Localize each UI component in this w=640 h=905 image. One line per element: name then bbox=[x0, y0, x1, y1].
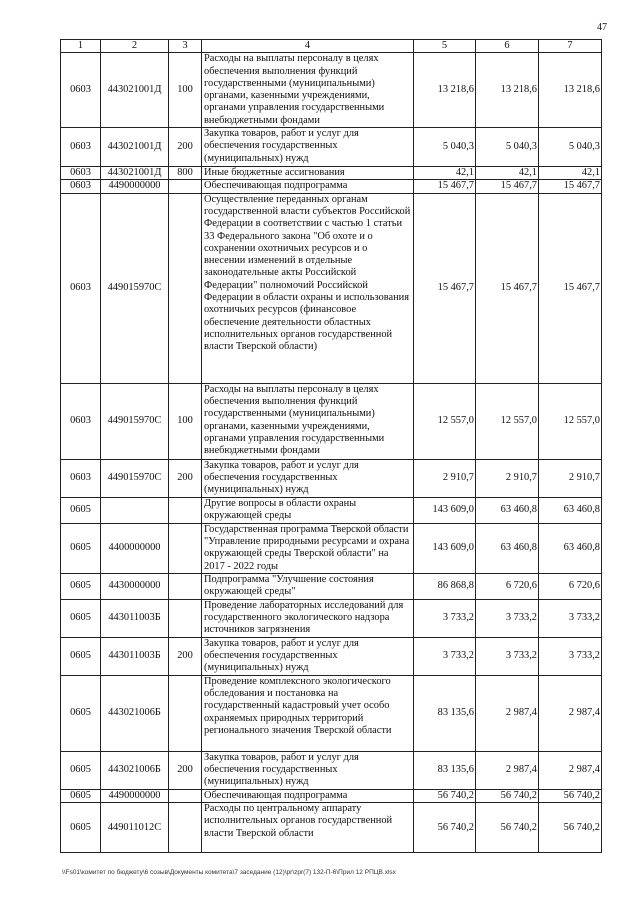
section-code: 0603 bbox=[61, 53, 101, 128]
amount-col-7: 42,1 bbox=[539, 167, 602, 180]
expense-type-code bbox=[169, 789, 202, 802]
target-article-code: 443021001Д bbox=[101, 128, 169, 167]
column-header: 4 bbox=[202, 40, 414, 53]
target-article-code: 4490000000 bbox=[101, 789, 169, 802]
amount-col-6: 56 740,2 bbox=[476, 789, 539, 802]
amount-col-6: 63 460,8 bbox=[476, 523, 539, 573]
amount-col-5: 86 868,8 bbox=[414, 573, 476, 599]
target-article-code: 449015970С bbox=[101, 193, 169, 383]
expense-type-code: 100 bbox=[169, 53, 202, 128]
target-article-code: 4490000000 bbox=[101, 180, 169, 193]
budget-table bbox=[60, 39, 602, 853]
row-description: Расходы на выплаты персоналу в целях обеспечения выполнения функций государственными (муниципальными) органами, казенными учреждениями, органами управления государственными внебюджетными фондами bbox=[202, 53, 414, 128]
amount-col-6: 2 987,4 bbox=[476, 751, 539, 789]
amount-col-5: 143 609,0 bbox=[414, 523, 476, 573]
amount-col-7: 2 987,4 bbox=[539, 675, 602, 751]
section-code: 0605 bbox=[61, 803, 101, 853]
row-description: Закупка товаров, работ и услуг для обеспечения государственных (муниципальных) нужд bbox=[202, 128, 414, 167]
amount-col-7: 15 467,7 bbox=[539, 193, 602, 383]
table-row bbox=[61, 497, 602, 523]
amount-col-5: 3 733,2 bbox=[414, 637, 476, 675]
amount-col-5: 56 740,2 bbox=[414, 789, 476, 802]
amount-col-7: 6 720,6 bbox=[539, 573, 602, 599]
page-number: 47 bbox=[597, 22, 607, 33]
section-code: 0605 bbox=[61, 497, 101, 523]
amount-col-7: 56 740,2 bbox=[539, 803, 602, 853]
section-code: 0605 bbox=[61, 789, 101, 802]
expense-type-code bbox=[169, 497, 202, 523]
target-article-code: 443021001Д bbox=[101, 167, 169, 180]
expense-type-code bbox=[169, 180, 202, 193]
table-row bbox=[61, 53, 602, 128]
file-path-footer: \\Fs01\комитет по бюджету\6 созыв\Документы комитета\7 заседание (12)\pr\zpr(7) 132-П-6\Прил 12 РПЦВ.xlsx bbox=[62, 869, 396, 876]
amount-col-7: 63 460,8 bbox=[539, 497, 602, 523]
table-row bbox=[61, 789, 602, 802]
amount-col-7: 3 733,2 bbox=[539, 599, 602, 637]
amount-col-6: 63 460,8 bbox=[476, 497, 539, 523]
amount-col-6: 42,1 bbox=[476, 167, 539, 180]
amount-col-6: 56 740,2 bbox=[476, 803, 539, 853]
amount-col-5: 83 135,6 bbox=[414, 751, 476, 789]
amount-col-6: 13 218,6 bbox=[476, 53, 539, 128]
section-code: 0605 bbox=[61, 751, 101, 789]
table-row bbox=[61, 751, 602, 789]
amount-col-7: 3 733,2 bbox=[539, 637, 602, 675]
row-description: Другие вопросы в области охраны окружающей среды bbox=[202, 497, 414, 523]
row-description: Подпрограмма "Улучшение состояния окружающей среды" bbox=[202, 573, 414, 599]
row-description: Закупка товаров, работ и услуг для обеспечения государственных (муниципальных) нужд bbox=[202, 751, 414, 789]
table-row bbox=[61, 128, 602, 167]
section-code: 0603 bbox=[61, 128, 101, 167]
amount-col-7: 63 460,8 bbox=[539, 523, 602, 573]
row-description: Проведение комплексного экологического обследования и постановка на государственный кадастровый учет особо охраняемых природных территорий регионального значения Тверской области bbox=[202, 675, 414, 751]
section-code: 0605 bbox=[61, 675, 101, 751]
expense-type-code: 200 bbox=[169, 751, 202, 789]
target-article-code: 443021006Б bbox=[101, 675, 169, 751]
column-header: 6 bbox=[476, 40, 539, 53]
expense-type-code bbox=[169, 599, 202, 637]
target-article-code: 449011012С bbox=[101, 803, 169, 853]
section-code: 0605 bbox=[61, 573, 101, 599]
amount-col-7: 2 910,7 bbox=[539, 459, 602, 497]
row-description: Закупка товаров, работ и услуг для обеспечения государственных (муниципальных) нужд bbox=[202, 459, 414, 497]
amount-col-5: 2 910,7 bbox=[414, 459, 476, 497]
table-row bbox=[61, 573, 602, 599]
section-code: 0605 bbox=[61, 637, 101, 675]
section-code: 0605 bbox=[61, 523, 101, 573]
table-row bbox=[61, 803, 602, 853]
row-description: Иные бюджетные ассигнования bbox=[202, 167, 414, 180]
amount-col-6: 2 987,4 bbox=[476, 675, 539, 751]
expense-type-code: 200 bbox=[169, 637, 202, 675]
section-code: 0603 bbox=[61, 193, 101, 383]
amount-col-5: 13 218,6 bbox=[414, 53, 476, 128]
amount-col-6: 3 733,2 bbox=[476, 637, 539, 675]
column-header: 2 bbox=[101, 40, 169, 53]
amount-col-5: 3 733,2 bbox=[414, 599, 476, 637]
section-code: 0603 bbox=[61, 383, 101, 459]
target-article-code bbox=[101, 497, 169, 523]
target-article-code: 443011003Б bbox=[101, 599, 169, 637]
row-description: Расходы на выплаты персоналу в целях обеспечения выполнения функций государственными (муниципальными) органами, казенными учреждениями, органами управления государственными внебюджетными фондами bbox=[202, 383, 414, 459]
table-row bbox=[61, 180, 602, 193]
row-description: Осуществление переданных органам государственной власти субъектов Российской Федерации в соответствии с частью 1 статьи 33 Федерального закона "Об охоте и о сохранении охотничьих ресурсов и о внесении изменений в отдельные законодательные акты Российской Федерации" полномочий Российской Федерации в области охраны и использования охотничьих ресурсов (финансовое обеспечение деятельности областных исполнительных органов государственной власти Тверской области) bbox=[202, 193, 414, 383]
target-article-code: 4430000000 bbox=[101, 573, 169, 599]
row-description: Государственная программа Тверской области "Управление природными ресурсами и охрана окружающей среды Тверской области" на 2017 - 2022 годы bbox=[202, 523, 414, 573]
row-description: Проведение лабораторных исследований для государственного экологического надзора источников загрязнения bbox=[202, 599, 414, 637]
column-header: 3 bbox=[169, 40, 202, 53]
amount-col-7: 5 040,3 bbox=[539, 128, 602, 167]
table-row bbox=[61, 167, 602, 180]
section-code: 0603 bbox=[61, 167, 101, 180]
expense-type-code: 800 bbox=[169, 167, 202, 180]
table-header-row bbox=[61, 40, 602, 53]
amount-col-7: 15 467,7 bbox=[539, 180, 602, 193]
amount-col-5: 15 467,7 bbox=[414, 193, 476, 383]
amount-col-5: 143 609,0 bbox=[414, 497, 476, 523]
table-row bbox=[61, 675, 602, 751]
table-row bbox=[61, 599, 602, 637]
expense-type-code bbox=[169, 193, 202, 383]
expense-type-code: 200 bbox=[169, 459, 202, 497]
column-header: 7 bbox=[539, 40, 602, 53]
expense-type-code: 200 bbox=[169, 128, 202, 167]
table-row bbox=[61, 193, 602, 383]
table-row bbox=[61, 459, 602, 497]
amount-col-6: 15 467,7 bbox=[476, 193, 539, 383]
amount-col-6: 6 720,6 bbox=[476, 573, 539, 599]
section-code: 0605 bbox=[61, 599, 101, 637]
amount-col-5: 56 740,2 bbox=[414, 803, 476, 853]
amount-col-7: 56 740,2 bbox=[539, 789, 602, 802]
target-article-code: 449015970С bbox=[101, 383, 169, 459]
amount-col-6: 12 557,0 bbox=[476, 383, 539, 459]
amount-col-5: 83 135,6 bbox=[414, 675, 476, 751]
target-article-code: 443021006Б bbox=[101, 751, 169, 789]
row-description: Расходы по центральному аппарату исполнительных органов государственной власти Тверской области bbox=[202, 803, 414, 853]
table-row bbox=[61, 523, 602, 573]
target-article-code: 443011003Б bbox=[101, 637, 169, 675]
expense-type-code bbox=[169, 523, 202, 573]
target-article-code: 4400000000 bbox=[101, 523, 169, 573]
amount-col-7: 12 557,0 bbox=[539, 383, 602, 459]
amount-col-6: 5 040,3 bbox=[476, 128, 539, 167]
amount-col-6: 3 733,2 bbox=[476, 599, 539, 637]
amount-col-5: 15 467,7 bbox=[414, 180, 476, 193]
target-article-code: 449015970С bbox=[101, 459, 169, 497]
table-row bbox=[61, 637, 602, 675]
row-description: Обеспечивающая подпрограмма bbox=[202, 180, 414, 193]
target-article-code: 443021001Д bbox=[101, 53, 169, 128]
amount-col-5: 42,1 bbox=[414, 167, 476, 180]
table-row bbox=[61, 383, 602, 459]
amount-col-5: 12 557,0 bbox=[414, 383, 476, 459]
expense-type-code: 100 bbox=[169, 383, 202, 459]
expense-type-code bbox=[169, 675, 202, 751]
amount-col-6: 15 467,7 bbox=[476, 180, 539, 193]
row-description: Обеспечивающая подпрограмма bbox=[202, 789, 414, 802]
expense-type-code bbox=[169, 803, 202, 853]
row-description: Закупка товаров, работ и услуг для обеспечения государственных (муниципальных) нужд bbox=[202, 637, 414, 675]
amount-col-6: 2 910,7 bbox=[476, 459, 539, 497]
section-code: 0603 bbox=[61, 180, 101, 193]
amount-col-5: 5 040,3 bbox=[414, 128, 476, 167]
column-header: 1 bbox=[61, 40, 101, 53]
amount-col-7: 13 218,6 bbox=[539, 53, 602, 128]
amount-col-7: 2 987,4 bbox=[539, 751, 602, 789]
expense-type-code bbox=[169, 573, 202, 599]
section-code: 0603 bbox=[61, 459, 101, 497]
column-header: 5 bbox=[414, 40, 476, 53]
